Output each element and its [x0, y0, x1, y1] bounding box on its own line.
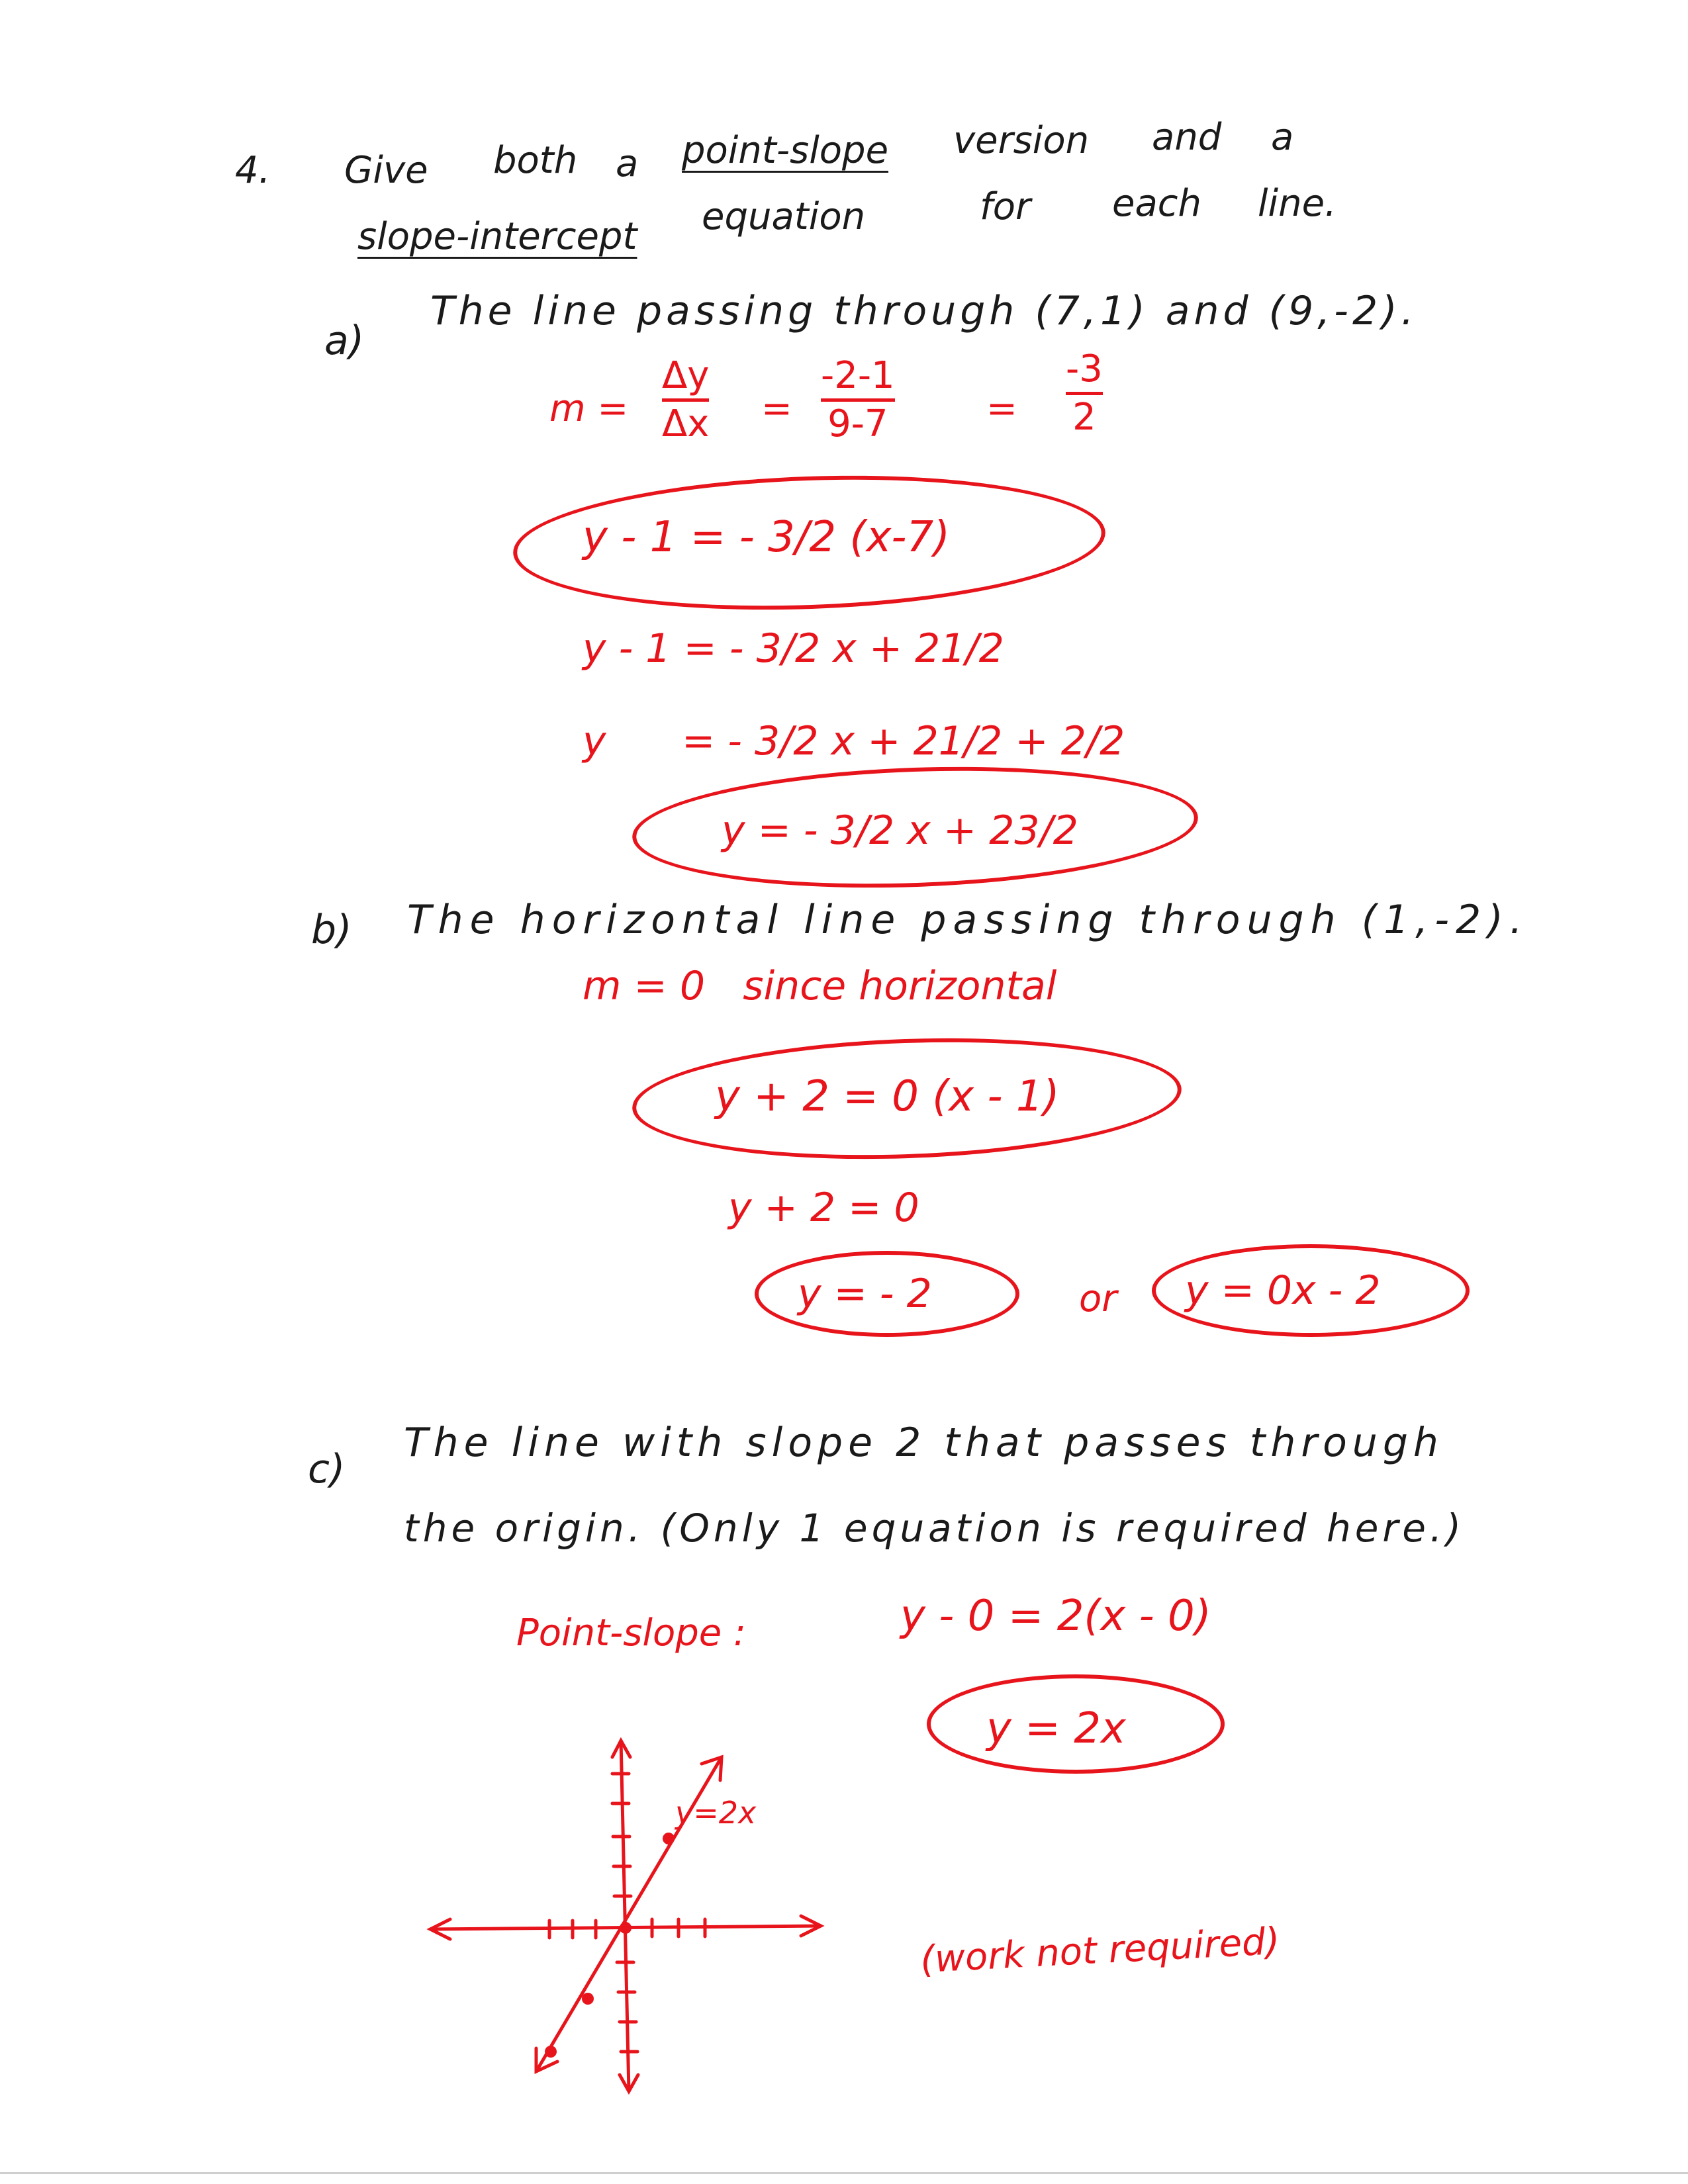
prompt-word: both: [493, 139, 578, 182]
slope-label: m =: [549, 387, 629, 430]
point: [663, 1833, 675, 1844]
or-text: or: [1079, 1277, 1117, 1320]
prompt-word: a: [616, 142, 639, 185]
step-a-2: y = - 3/2 x + 21/2 + 2/2: [583, 718, 1125, 764]
step-b-1: y + 2 = 0: [728, 1185, 919, 1231]
part-c-line2: the origin. (Only 1 equation is required here.): [404, 1506, 1466, 1551]
point-origin: [620, 1922, 632, 1934]
part-a-label: a): [324, 318, 365, 364]
slope-intercept-a: y = - 3/2 x + 23/2: [722, 807, 1078, 854]
dx: Δx: [662, 402, 710, 445]
prompt-word: equation: [702, 195, 866, 238]
prompt-word: version: [953, 119, 1090, 162]
point-slope-label-c: Point-slope :: [516, 1612, 746, 1655]
slope-result-numerator: -3: [1066, 347, 1103, 390]
prompt-word: a: [1271, 116, 1294, 159]
m-line-b: m = 0 since horizontal: [583, 963, 1057, 1009]
point: [582, 1993, 594, 2005]
part-c-line1: The line with slope 2 that passes through: [404, 1420, 1444, 1466]
point-slope-b: y + 2 = 0 (x - 1): [715, 1072, 1060, 1121]
answer-b-1: y = - 2: [798, 1271, 932, 1317]
part-a-text: The line passing through (7,1) and (9,-2).: [430, 288, 1418, 334]
point-slope-c: y - 0 = 2(x - 0): [900, 1592, 1211, 1641]
work-note: (work not required): [919, 1919, 1281, 1982]
prompt-word: line.: [1258, 182, 1336, 225]
slope-result-denominator: 2: [1072, 396, 1096, 439]
part-b-label: b): [311, 907, 352, 953]
prompt-word: Give: [344, 149, 428, 192]
slope-numerator: -2-1: [821, 354, 895, 397]
dy: Δy: [662, 354, 710, 397]
answer-b-2: y = 0x - 2: [1185, 1267, 1381, 1314]
problem-number: 4.: [235, 149, 271, 192]
slope-result: [1066, 347, 1103, 439]
slope-dy-dx: [662, 354, 710, 445]
prompt-word: for: [980, 185, 1031, 228]
prompt-word: each: [1112, 182, 1202, 225]
step-a-1: y - 1 = - 3/2 x + 21/2: [583, 625, 1004, 672]
graph-y-equals-2x: [410, 1780, 841, 2111]
part-b-text: The horizontal line passing through (1,-2).: [407, 897, 1529, 943]
point-slope-a: y - 1 = - 3/2 (x-7): [583, 513, 951, 562]
page-bottom-edge: [0, 2172, 1688, 2174]
fraction-bar: [662, 398, 709, 402]
point: [545, 2046, 557, 2058]
slope-computation: [821, 354, 895, 445]
part-c-label: c): [308, 1446, 346, 1492]
prompt-word: and: [1152, 116, 1222, 159]
equals-sign: =: [986, 387, 1017, 430]
fraction-bar: [1066, 392, 1103, 395]
slope-denominator: 9-7: [827, 402, 888, 445]
equals-sign: =: [761, 387, 792, 430]
graph-label: y=2x: [675, 1795, 757, 1831]
fraction-bar: [821, 398, 895, 402]
prompt-word-slope-intercept: slope-intercept: [357, 215, 637, 258]
answer-c: y = 2x: [986, 1704, 1126, 1753]
prompt-word-point-slope: point-slope: [682, 129, 889, 172]
